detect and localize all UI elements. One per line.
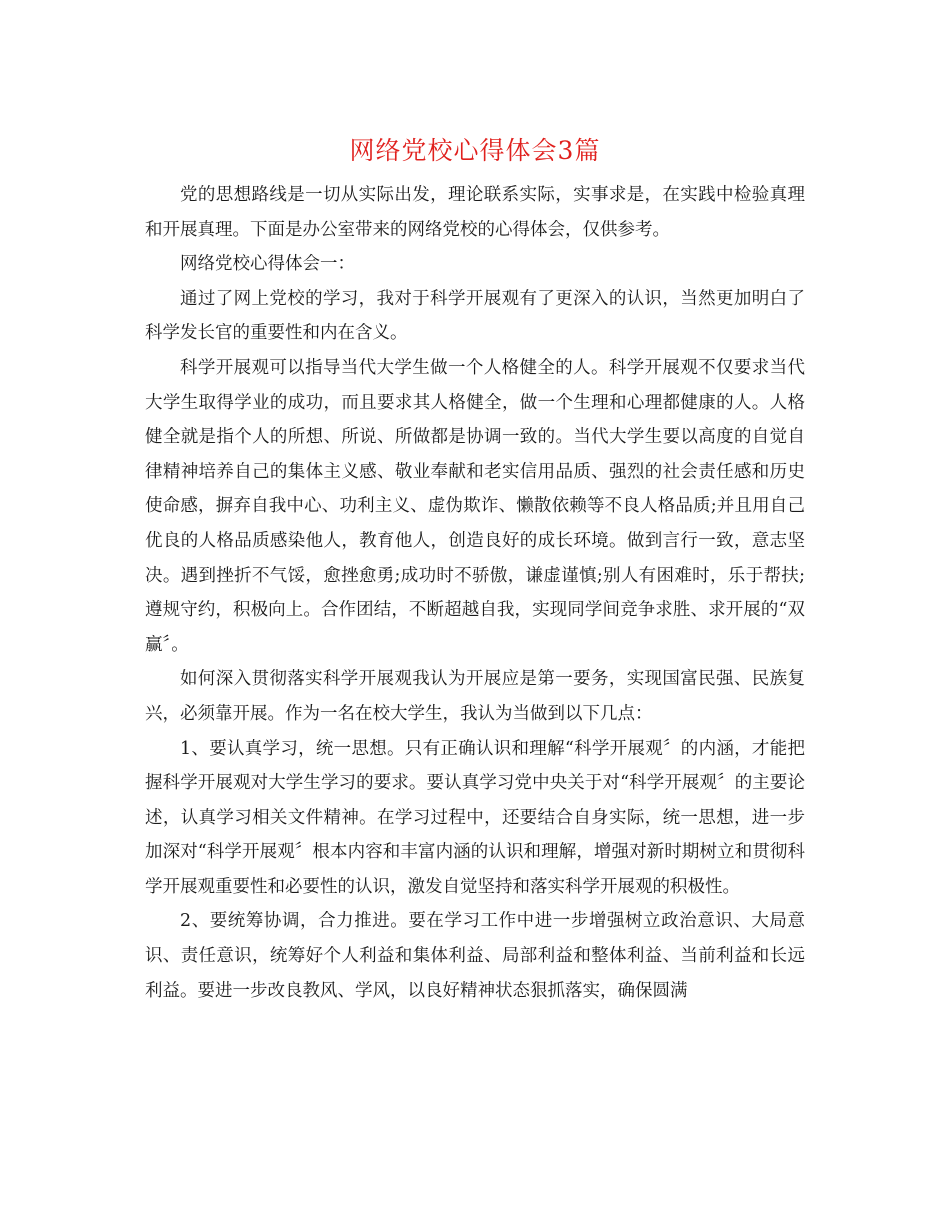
paragraph: 通过了网上党校的学习，我对于科学开展观有了更深入的认识，当然更加明白了科学发长官的重要性和内在含义。 bbox=[145, 288, 805, 344]
paragraph: 如何深入贯彻落实科学开展观我认为开展应是第一要务，实现国富民强、民族复兴，必须靠开展。作为一名在校大学生，我认为当做到以下几点： bbox=[145, 669, 805, 724]
paragraph-intro: 党的思想路线是一切从实际出发，理论联系实际，实事求是，在实践中检验真理和开展真理。下面是办公室带来的网络党校的心得体会，仅供参考。 bbox=[145, 185, 805, 240]
list-item-paragraph: 2、要统筹协调，合力推进。要在学习工作中进一步增强树立政治意识、大局意识、责任意识，统筹好个人利益和集体利益、局部利益和整体利益、当前利益和长远利益。要进一步改良教风、学风，以良好精神状态狠抓落实，确保圆满 bbox=[145, 911, 805, 1001]
paragraph: 科学开展观可以指导当代大学生做一个人格健全的人。科学开展观不仅要求当代大学生取得学业的成功，而且要求其人格健全，做一个生理和心理都健康的人。人格健全就是指个人的所想、所说、所做都是协调一致的。当代大学生要以高度的自觉自律精神培养自己的集体主义感、敬业奉献和老实信用品质、强烈的社会责任感和历史使命感，摒弃自我中心、功利主义、虚伪欺诈、懒散依赖等不良人格品质;并且用自己优良的人格品质感染他人，教育他人，创造良好的成长环境。做到言行一致，意志坚决。遇到挫折不气馁，愈挫愈勇;成功时不骄傲，谦虚谨慎;别人有困难时，乐于帮扶;遵规守约，积极向上。合作团结，不断超越自我，实现同学间竞争求胜、求开展的“双赢〞。 bbox=[145, 357, 805, 655]
section-heading-one: 网络党校心得体会一： bbox=[180, 254, 355, 275]
list-item-paragraph: 1、要认真学习，统一思想。只有正确认识和理解“科学开展观〞的内涵，才能把握科学开展观对大学生学习的要求。要认真学习党中央关于对“科学开展观〞的主要论述，认真学习相关文件精神。在学习过程中，还要结合自身实际，统一思想，进一步加深对“科学开展观〞根本内容和丰富内涵的认识和理解，增强对新时期树立和贯彻科学开展观重要性和必要性的认识，激发自觉坚持和落实科学开展观的积极性。 bbox=[145, 738, 805, 897]
document-body bbox=[145, 178, 805, 1008]
document-title: 网络党校心得体会3篇 bbox=[349, 136, 601, 165]
